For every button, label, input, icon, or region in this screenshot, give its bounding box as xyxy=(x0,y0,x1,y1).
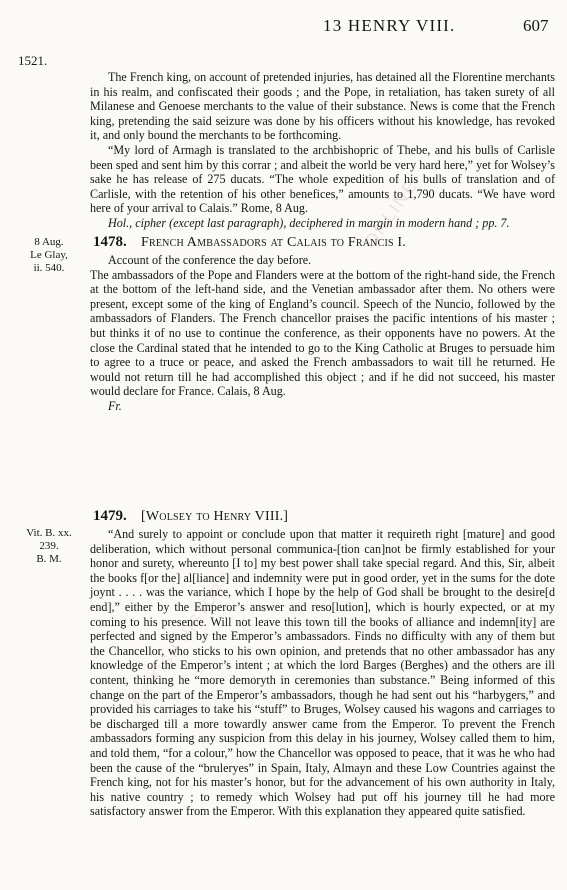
year-label: 1521. xyxy=(18,53,48,68)
entry-1479-paragraph: “And surely to appoint or conclude upon that matter it requireth right [mature] and good deliberation, which without personal communica-[tion can]not be firmly established for your honor and surety, whereunto [I to] my best power shall take special regard. And this, Sir, albeit the books f[or the] al[liance] and indemnity were put in good order, yet in the sums for the dote joynt . . . . was the variance, which I hope by the help of God shall be brought to the desire[d end],” either by the Emperor’s answer and reso[lution], which is hourly expected, or at my coming to his presence. Will not leave this town till the books of alliance and indemn[ity] are perfected and signed by the Emperor’s ambassadors. Finds no difficulty with any of them but the Chancellor, who sticks to his own opinion, and pretends that no other ambassador has any knowledge of the Emperor’s intent ; at which the lord Barges (Berghes) and the others are ill content, thinking he “more demoryth in ceremonies than substance.” Being informed of this change on the part of the Emperor’s ambassadors, though he had sent out his “harbygers,” and provided his carriages to take his “stuff” to Bruges, Wolsey caused his wagons and carriages to be discharged till a more towardly answer came from the Emperor. To prevent the French ambassadors forming any suspicion from this delay in his journey, Wolsey called them to him, and told them, “for a colour,” how the Chancellor was opposed to peace, that it was he who had been the cause of the “bruleryes” in Spain, Italy, Almayn and these Low Countries against the French king, not for his master’s honor, but for the advancement of his own authority in Italy, his native country ; to remedy which Wolsey had put off his journey till he had more satisfactory answer from the Emperor. With this explanation they appeared quite satisfied. xyxy=(90,527,555,819)
margin-date: 8 Aug. xyxy=(34,236,64,248)
entry-prev-note: Hol., cipher (except last paragraph), deciphered in margin in modern hand ; pp. 7. xyxy=(108,215,510,230)
entry-1478-margin xyxy=(20,236,78,275)
margin-folio: 239. xyxy=(39,540,59,552)
page-header xyxy=(0,10,567,34)
watermark-british-history: BRITISH HISTORY xyxy=(130,569,236,710)
margin-library: B. M. xyxy=(36,553,62,565)
entry-1478-body xyxy=(90,253,555,414)
entry-1479-body xyxy=(90,527,555,819)
margin-source: Vit. B. xx. xyxy=(26,527,72,539)
entry-1479-title: [Wolsey to Henry VIII.] xyxy=(141,509,289,524)
entry-1478-number: 1478. xyxy=(93,234,127,250)
running-title: 13 HENRY VIII. xyxy=(323,16,456,35)
entry-prev-paragraph: “My lord of Armagh is translated to the archbishopric of Thebe, and his bulls of Carlisle been sped and sent him by this corrar ; and albeit the world be very hard here,” yet for Wolsey’s sake he has release of 275 ducats. “The whole expedition of his bulls of translation and of Carlisle, with the retention of his other benefices,” amounts to 1,790 ducats. “We have word here of your arrival to Calais.” Rome, 8 Aug. xyxy=(90,142,555,216)
entry-1478-title: French Ambassadors at Calais to Francis I. xyxy=(141,235,406,250)
entry-1478-note: Fr. xyxy=(108,398,122,413)
entry-1479-margin xyxy=(20,527,78,566)
entry-prev-body xyxy=(90,70,555,231)
margin-reference: ii. 540. xyxy=(33,262,65,274)
entry-1479-number: 1479. xyxy=(93,508,127,524)
entry-1478-paragraph: Account of the conference the day before. xyxy=(108,253,312,267)
margin-source: Le Glay, xyxy=(30,249,68,261)
page-number: 607 xyxy=(523,16,549,35)
watermark-online: ONLINE xyxy=(360,175,422,252)
entry-1478-paragraph: The ambassadors of the Pope and Flanders were at the bottom of the right-hand side, the French at the bottom of the left-hand side, and the Venetian ambassador after them. No others were present, except some of the king of England’s council. Speech of the Nuncio, followed by the ambassadors of Flanders. The French chancellor praises the pacific intentions of his master ; but thinks it of no use to continue the conference, as their opponents have no powers. At the close the Cardinal stated that he intended to go to the King Catholic at Bruges to persuade him to agree to a truce or peace, and asked the French ambassadors to wait till he returned. He would not return till he had accomplished this object ; and if he did not succeed, his master would declare for France. Calais, 8 Aug. xyxy=(90,267,555,399)
entry-prev-paragraph: The French king, on account of pretended injuries, has detained all the Florentine merchants in his realm, and confiscated their goods ; and the Pope, in retaliation, has taken surety of all Milanese and Genoese merchants to the value of their substance. News is come that the French king, pretending the said seizure was done by his officers without his knowledge, has revoked it, and only bound the merchants to be forthcoming. xyxy=(90,70,555,143)
